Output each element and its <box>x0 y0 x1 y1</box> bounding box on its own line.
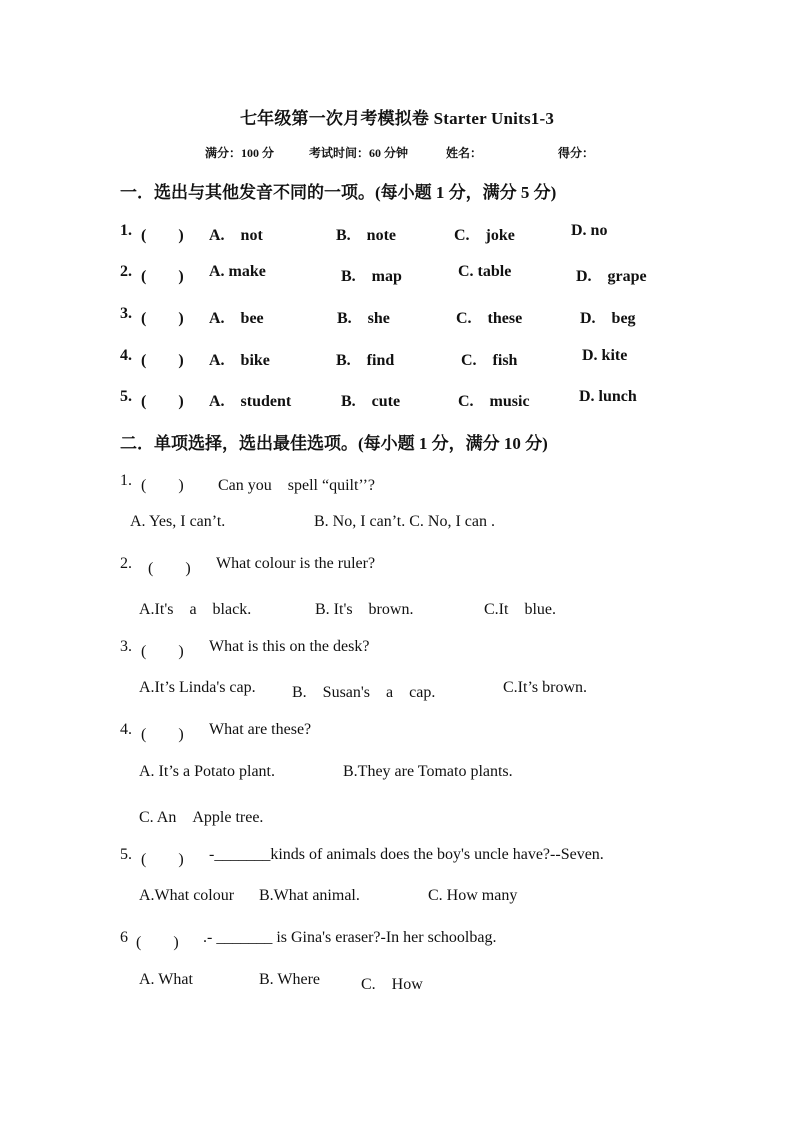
s2-q4-number: 4. <box>120 721 132 738</box>
s2-q6-option-a: A. What <box>139 971 193 988</box>
s2-q5-option-b: B.What animal. <box>259 887 360 904</box>
option-c: C. table <box>458 263 512 280</box>
option-a: A. student <box>209 393 292 410</box>
option-d: D. no <box>571 222 608 239</box>
question-number: 4. <box>120 347 132 364</box>
exam-time-label: 考试时间：60 分钟 <box>309 146 409 160</box>
s2-q2-option-a: A.It's a black. <box>139 601 252 618</box>
s2-q2-text: What colour is the ruler? <box>216 555 376 572</box>
option-b: B. cute <box>341 393 401 410</box>
option-b: B. note <box>336 227 397 244</box>
s2-q2-option-c: C.It blue. <box>484 601 556 618</box>
answer-blank: ( ) <box>141 227 184 244</box>
section2-heading: 二．单项选择，选出最佳选项。(每小题 1 分，满分 10 分) <box>120 434 548 453</box>
s2-q2-number: 2. <box>120 555 132 572</box>
s1-question-4 <box>0 347 794 369</box>
question-number: 2. <box>120 263 132 280</box>
option-a: A. bee <box>209 310 264 327</box>
s2-q6-option-c: C. How <box>361 976 423 993</box>
question-number: 3. <box>120 305 132 322</box>
s2-q4-text: What are these? <box>209 721 312 738</box>
s2-q5-option-a: A.What colour <box>139 887 235 904</box>
option-d: D. lunch <box>579 388 637 405</box>
question-number: 1. <box>120 222 132 239</box>
s2-q1-number: 1. <box>120 472 132 489</box>
s2-q4-option-a: A. It’s a Potato plant. <box>139 763 275 780</box>
s2-q1-option-bc: B. No, I can’t. C. No, I can . <box>314 513 495 530</box>
s2-q6-blank: ( ) <box>136 934 179 951</box>
score-label: 得分： <box>558 146 595 160</box>
page-title: 七年级第一次月考模拟卷 Starter Units1-3 <box>239 109 555 128</box>
s2-q1-text: Can you spell “quilt’’? <box>218 477 376 494</box>
s2-q5-blank: ( ) <box>141 851 184 868</box>
option-d: D. kite <box>582 347 628 364</box>
option-a: A. make <box>209 263 266 280</box>
answer-blank: ( ) <box>141 352 184 369</box>
s2-q3-blank: ( ) <box>141 643 184 660</box>
section1-heading: 一．选出与其他发音不同的一项。(每小题 1 分，满分 5 分) <box>120 183 557 202</box>
s2-q1-blank: ( ) <box>141 477 184 494</box>
answer-blank: ( ) <box>141 310 184 327</box>
s2-q3-option-a: A.It’s Linda's cap. <box>139 679 256 696</box>
s1-question-5 <box>0 388 794 410</box>
s2-q4-option-c: C. An Apple tree. <box>139 809 264 826</box>
option-d: D. beg <box>580 310 636 327</box>
s2-q3-text: What is this on the desk? <box>209 638 370 655</box>
option-b: B. map <box>341 268 402 285</box>
option-c: C. these <box>456 310 523 327</box>
option-c: C. fish <box>461 352 518 369</box>
option-b: B. she <box>337 310 390 327</box>
option-a: A. not <box>209 227 263 244</box>
s2-q2-option-b: B. It's brown. <box>315 601 414 618</box>
s2-q3-option-c: C.It’s brown. <box>503 679 587 696</box>
full-score-label: 满分：100 分 <box>205 146 275 160</box>
s2-q1-option-a: A. Yes, I can’t. <box>130 513 226 530</box>
name-label: 姓名： <box>446 146 483 160</box>
s2-q6-number: 6 <box>120 929 128 946</box>
option-c: C. joke <box>454 227 515 244</box>
s2-q5-number: 5. <box>120 846 132 863</box>
s2-q5-text: -_______kinds of animals does the boy's uncle have?--Seven. <box>209 846 604 863</box>
question-number: 5. <box>120 388 132 405</box>
option-c: C. music <box>458 393 530 410</box>
s1-question-1 <box>0 222 794 244</box>
s2-q6-option-b: B. Where <box>259 971 321 988</box>
s2-q3-option-b: B. Susan's a cap. <box>292 684 436 701</box>
s2-q4-option-b: B.They are Tomato plants. <box>343 763 513 780</box>
s2-q5-option-c: C. How many <box>428 887 518 904</box>
s2-q2-blank: ( ) <box>148 560 191 577</box>
s2-q6-text: .- _______ is Gina's eraser?-In her schoolbag. <box>203 929 497 946</box>
option-a: A. bike <box>209 352 270 369</box>
s1-question-2 <box>0 263 794 285</box>
option-d: D. grape <box>576 268 647 285</box>
answer-blank: ( ) <box>141 393 184 410</box>
option-b: B. find <box>336 352 395 369</box>
answer-blank: ( ) <box>141 268 184 285</box>
s1-question-3 <box>0 305 794 327</box>
s2-q4-blank: ( ) <box>141 726 184 743</box>
s2-q3-number: 3. <box>120 638 132 655</box>
